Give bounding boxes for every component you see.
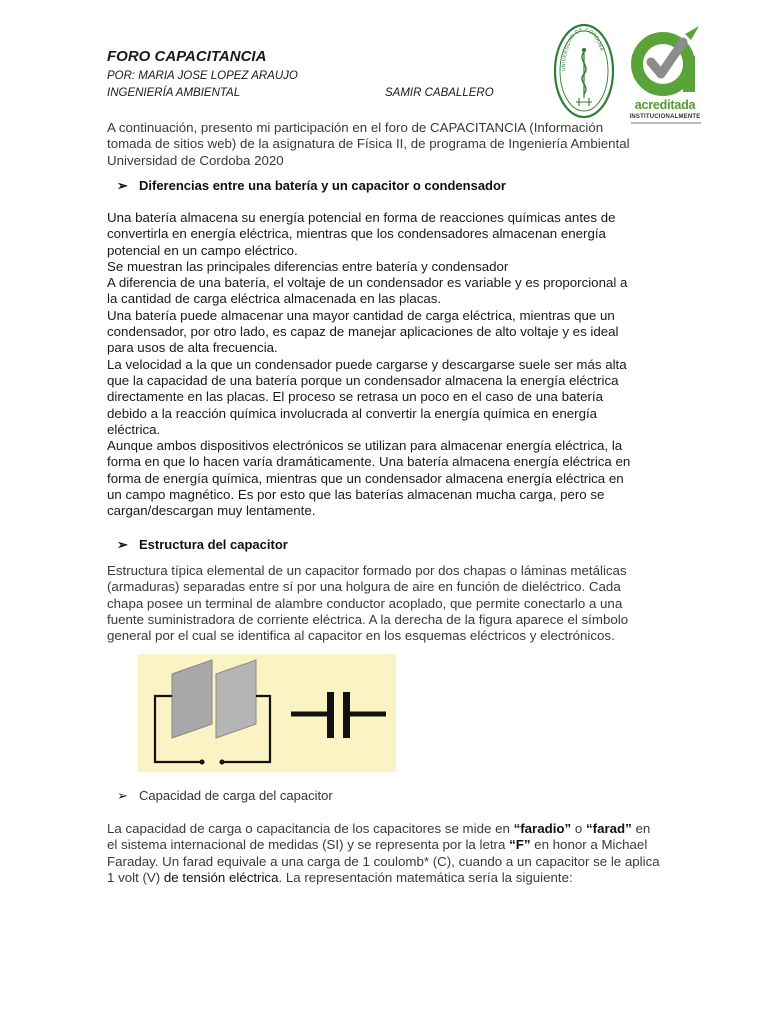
body-line: Se muestran las principales diferencias entre batería y condensador	[107, 258, 509, 274]
term-farad: “farad”	[586, 821, 632, 836]
body-line: potencial en un campo eléctrico.	[107, 242, 298, 258]
capacitor-figure	[138, 654, 396, 772]
body-line: general por el cual se identifica al capacitor en los esquemas eléctricos y electrónicos.	[107, 628, 615, 644]
acreditada-word: acreditada	[634, 98, 696, 112]
bullet-arrow-icon: ➢	[117, 178, 128, 193]
capacitor-diagram-icon	[138, 654, 396, 772]
bullet-arrow-icon: ➢	[117, 788, 128, 803]
body-line: para usos de alta frecuencia.	[107, 340, 278, 356]
section-heading-capacity: Capacidad de carga del capacitor	[139, 788, 333, 803]
body-line: cargan/descargan muy lentamente.	[107, 503, 316, 519]
intro-line: Universidad de Cordoba 2020	[107, 152, 284, 168]
acreditada-logo	[625, 26, 705, 120]
body-line: condensador, por otro lado, es capaz de manejar aplicaciones de alto voltaje y es ideal	[107, 324, 619, 340]
terminal-right	[220, 760, 225, 765]
body-line: Faraday. Un farad equivale a una carga de 1 coulomb* (C), cuando a un capacitor se le aplica	[107, 853, 660, 869]
body-line: forma de energía química, mientras que un condensador almacena energía eléctrica en	[107, 470, 624, 486]
capacitor-plate-right	[216, 660, 256, 738]
body-line: chapa posee un terminal de alambre conductor acoplado, que permite conectarlo a una	[107, 595, 623, 611]
acreditada-subtitle: INSTITUCIONALMENTE	[629, 114, 701, 120]
terminal-left	[200, 760, 205, 765]
capacitor-plate-left	[172, 660, 212, 738]
body-line: que la capacidad de una batería porque un condensador almacena la energía eléctrica	[107, 372, 619, 388]
body-line: forma en que lo hacen varía dramáticamente. Una batería almacena energía eléctrica en	[107, 454, 631, 470]
acreditada-check-icon	[625, 26, 705, 98]
body-line: Una batería puede almacenar una mayor cantidad de carga eléctrica, mientras que un	[107, 307, 615, 323]
body-line: 1 volt (V) de tensión eléctrica. La representación matemática sería la siguiente:	[107, 869, 573, 885]
page-title: FORO CAPACITANCIA	[107, 48, 267, 65]
body-line: La velocidad a la que un condensador puede cargarse y descargarse suele ser más alta	[107, 356, 627, 372]
body-line: La capacidad de carga o capacitancia de los capacitores se mide en “faradio” o “farad” en	[107, 821, 651, 836]
body-line: la cantidad de carga eléctrica almacenada en las placas.	[107, 291, 442, 307]
body-line: convertirla en energía eléctrica, mientras que los condensadores almacenan energía	[107, 226, 606, 242]
seal-text: UNIVERSIDAD DE CORDOBA	[560, 26, 605, 72]
structure-paragraph	[107, 563, 667, 644]
teacher-name: SAMIR CABALLERO	[385, 87, 494, 99]
body-line: (armaduras) separadas entre sí por una holgura de aire en función de dieléctrico. Cada	[107, 579, 621, 595]
bullet-arrow-icon: ➢	[117, 537, 128, 552]
intro-line: A continuación, presento mi participación en el foro de CAPACITANCIA (Información	[107, 120, 604, 135]
differences-paragraph	[107, 210, 667, 520]
body-line: A diferencia de una batería, el voltaje de un condensador es variable y es proporcional a	[107, 275, 628, 291]
capacitor-symbol-icon	[291, 692, 386, 738]
author-line: POR: MARIA JOSE LOPEZ ARAUJO	[107, 70, 298, 82]
term-f: “F”	[509, 837, 531, 853]
section-heading-differences: Diferencias entre una batería y un capacitor o condensador	[139, 178, 506, 193]
body-line: fuente suministradora de corriente eléctrica. A la derecha de la figura aparece el símbolo	[107, 611, 629, 627]
section-heading-structure: Estructura del capacitor	[139, 537, 288, 552]
capacity-paragraph	[107, 821, 667, 886]
body-line: debido a la reacción química involucrada al convertir la energía química en energía	[107, 405, 598, 421]
intro-paragraph	[107, 120, 667, 169]
term-tension: de tensión eléctrica	[163, 869, 279, 885]
body-line: un campo magnético. Es por esto que las baterías almacenan mucha carga, pero se	[107, 487, 605, 503]
program-line: INGENIERÍA AMBIENTAL	[107, 87, 241, 99]
body-line: Una batería almacena su energía potencial en forma de reacciones químicas antes de	[107, 210, 616, 225]
body-line: eléctrica.	[107, 421, 161, 437]
universidad-de-cordoba-seal-icon	[553, 22, 615, 125]
body-line: el sistema internacional de medidas (SI) y se representa por la letra “F” en honor a Michael	[107, 837, 648, 853]
body-line: Estructura típica elemental de un capacitor formado por dos chapas o láminas metálicas	[107, 563, 627, 578]
intro-line: tomada de sitios web) de la asignatura de Física II, de programa de Ingeniería Ambiental	[107, 136, 630, 152]
term-faradio: “faradio”	[513, 821, 572, 836]
body-line: Aunque ambos dispositivos electrónicos se utilizan para almacenar energía eléctrica, la	[107, 438, 623, 454]
body-line: directamente en las placas. El proceso se retrasa un poco en el caso de una batería	[107, 389, 603, 405]
